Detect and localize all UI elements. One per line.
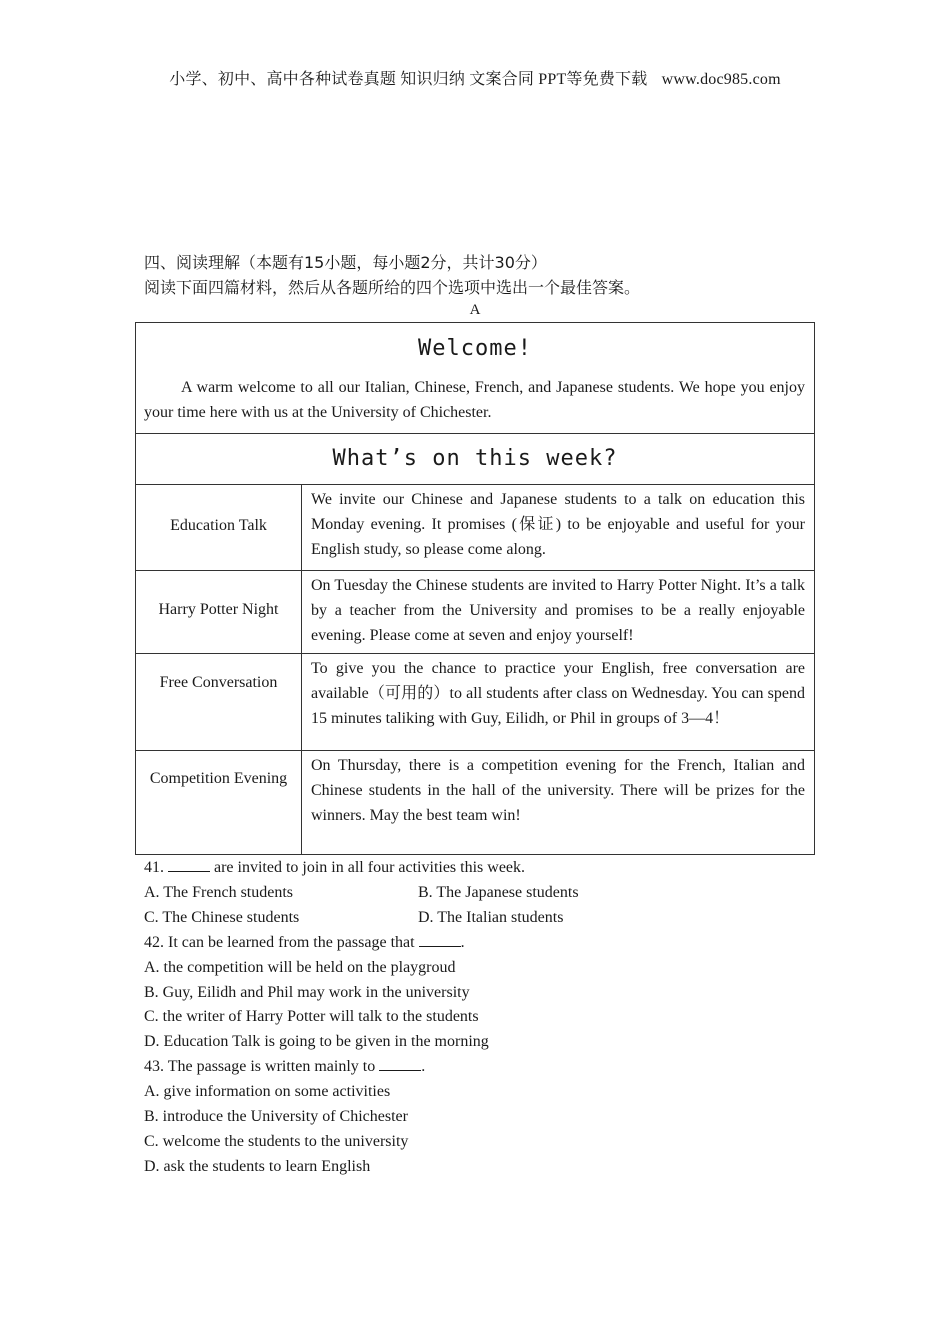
option-a: A. the competition will be held on the playgroud [144, 958, 456, 976]
activity-description: On Tuesday the Chinese students are invited to Harry Potter Night. It’s a talk by a teacher from the University and promises to be a really enjoyable evening. Please come at seven and enjoy yourself! [311, 577, 805, 644]
section-instruction: 阅读下面四篇材料，然后从各题所给的四个选项中选出一个最佳答案。 [144, 278, 641, 297]
option-c: C. The Chinese students [144, 908, 300, 926]
answer-blank [168, 857, 210, 872]
welcome-text: A warm welcome to all our Italian, Chinese, French, and Japanese students. We hope you enjoy your time here with us at the University of Chichester. [144, 379, 805, 421]
activity-description: To give you the chance to practice your English, free conversation are available（可用的）to all students after class on Wednesday. You can spend 15 minutes taliking with Guy, Eilidh, or Phil in groups of 3—4！ [311, 660, 805, 727]
option-d: D. ask the students to learn English [144, 1157, 371, 1175]
section-title: 四、阅读理解（本题有15小题，每小题2分，共计30分） [144, 253, 547, 272]
page-header [0, 66, 950, 89]
question-stem: 42. It can be learned from the passage that [144, 933, 415, 951]
activity-description: On Thursday, there is a competition evening for the French, Italian and Chinese students in the hall of the university. There will be prizes for the winners. May the best team win! [311, 757, 805, 824]
option-c: C. welcome the students to the university [144, 1132, 409, 1150]
answer-blank [419, 932, 461, 947]
option-a: A. The French students [144, 883, 294, 901]
answer-blank [379, 1056, 421, 1071]
welcome-panel [136, 323, 814, 434]
activity-row [136, 654, 814, 751]
option-d: D. The Italian students [418, 908, 564, 926]
question-41 [144, 856, 824, 881]
activity-name: Harry Potter Night [136, 571, 302, 653]
option-d: D. Education Talk is going to be given in the morning [144, 1033, 489, 1051]
week-header [136, 434, 814, 485]
option-b: B. Guy, Eilidh and Phil may work in the university [144, 983, 470, 1001]
activity-row [136, 751, 814, 855]
welcome-title: Welcome! [418, 336, 532, 361]
activity-name: Education Talk [136, 485, 302, 570]
option-c: C. the writer of Harry Potter will talk to the students [144, 1008, 479, 1026]
option-row [144, 906, 824, 931]
question-stem: 43. The passage is written mainly to [144, 1058, 376, 1076]
header-site-link[interactable]: www.doc985.com [661, 71, 781, 88]
passage-label: A [469, 302, 481, 318]
activity-row [136, 485, 814, 571]
question-42: 42. It can be learned from the passage that . [144, 933, 465, 951]
question-43: 43. The passage is written mainly to . [144, 1058, 426, 1076]
activity-name: Competition Evening [136, 751, 302, 855]
question-stem: are invited to join in all four activities this week. [214, 859, 526, 876]
notice-box [135, 322, 815, 855]
option-b: B. introduce the University of Chichester [144, 1108, 408, 1126]
option-b: B. The Japanese students [418, 883, 579, 901]
week-title: What’s on this week? [332, 446, 618, 471]
question-list [144, 856, 824, 1180]
question-number: 41. [144, 859, 164, 876]
header-text: 小学、初中、高中各种试卷真题 知识归纳 文案合同 PPT等免费下载 [169, 71, 648, 88]
activity-row [136, 571, 814, 654]
option-a: A. give information on some activities [144, 1083, 391, 1101]
activity-description: We invite our Chinese and Japanese students to a talk on education this Monday evening. It promises (保证) to be enjoyable and useful for your English study, so please come along. [311, 491, 805, 558]
option-row [144, 881, 824, 906]
activity-name: Free Conversation [136, 654, 302, 750]
